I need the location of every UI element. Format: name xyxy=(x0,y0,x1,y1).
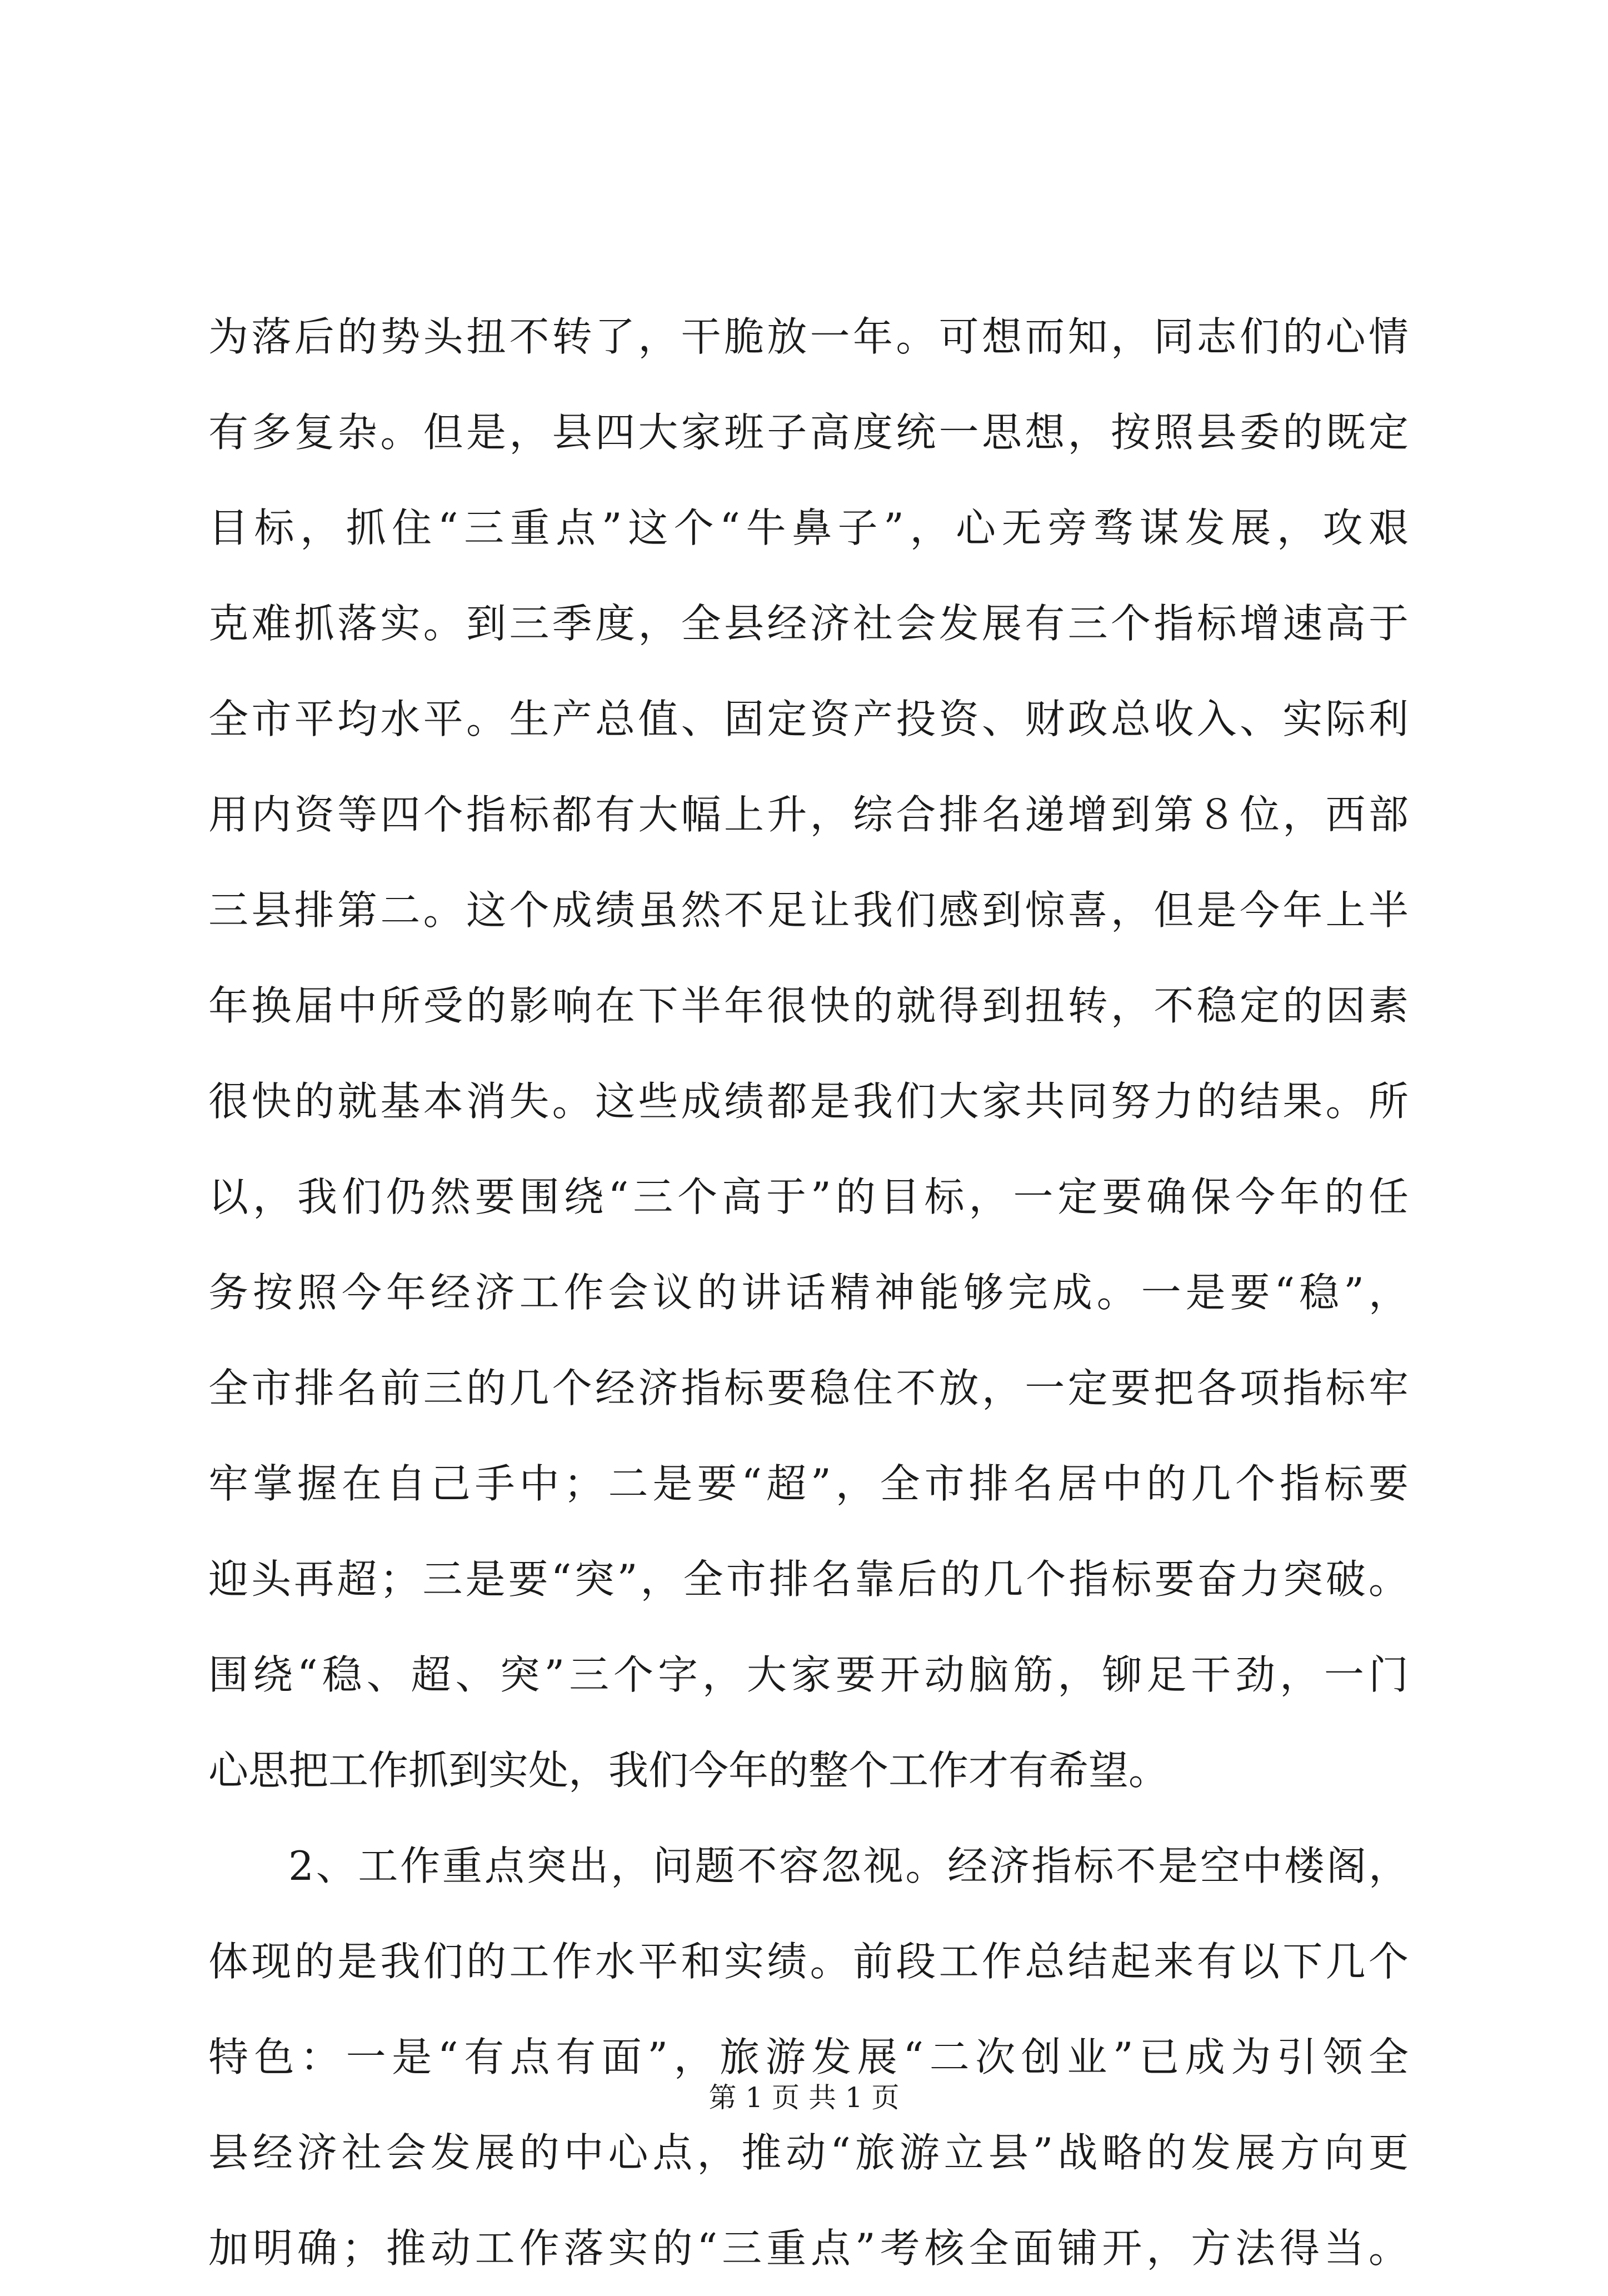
text-line: 县经济社会发展的中心点，推动“旅游立县”战略的发展方向更 xyxy=(208,2129,1409,2176)
text-line: 年换届中所受的影响在下半年很快的就得到扭转，不稳定的因素 xyxy=(208,982,1409,1029)
page-footer: 第 1 页 共 1 页 xyxy=(708,2082,900,2114)
text-line: 目标，抓住“三重点”这个“牛鼻子”，心无旁骛谋发展，攻艰 xyxy=(208,505,1409,551)
text-line: 以，我们仍然要围绕“三个高于”的目标，一定要确保今年的任 xyxy=(208,1174,1409,1220)
text-line: 为落后的势头扭不转了，干脆放一年。可想而知，同志们的心情 xyxy=(208,313,1409,360)
text-line: 体现的是我们的工作水平和实绩。前段工作总结起来有以下几个 xyxy=(208,1938,1409,1985)
text-line: 克难抓落实。到三季度，全县经济社会发展有三个指标增速高于 xyxy=(208,600,1409,647)
text-line: 三县排第二。这个成绩虽然不足让我们感到惊喜，但是今年上半 xyxy=(208,887,1409,934)
text-line: 务按照今年经济工作会议的讲话精神能够完成。一是要“稳”， xyxy=(208,1269,1409,1316)
text-line: 全市平均水平。生产总值、固定资产投资、财政总收入、实际利 xyxy=(208,696,1409,742)
text-line: 心思把工作抓到实处，我们今年的整个工作才有希望。 xyxy=(208,1747,1169,1794)
body-text xyxy=(208,289,1409,2296)
text-line: 有多复杂。但是，县四大家班子高度统一思想，按照县委的既定 xyxy=(208,409,1409,456)
text-line: 全市排名前三的几个经济指标要稳住不放，一定要把各项指标牢 xyxy=(208,1365,1409,1411)
text-line: 迎头再超；三是要“突”，全市排名靠后的几个指标要奋力突破。 xyxy=(208,1556,1409,1603)
text-line: 2、工作重点突出，问题不容忽视。经济指标不是空中楼阁， xyxy=(288,1843,1409,1889)
text-line: 牢掌握在自己手中；二是要“超”，全市排名居中的几个指标要 xyxy=(208,1460,1409,1507)
text-line: 用内资等四个指标都有大幅上升，综合排名递增到第８位，西部 xyxy=(208,791,1409,838)
text-line: 围绕“稳、超、突”三个字，大家要开动脑筋，铆足干劲，一门 xyxy=(208,1651,1409,1698)
text-line: 很快的就基本消失。这些成绩都是我们大家共同努力的结果。所 xyxy=(208,1078,1409,1125)
text-line: 加明确；推动工作落实的“三重点”考核全面铺开，方法得当。 xyxy=(208,2225,1409,2272)
text-line: 特色：一是“有点有面”，旅游发展“二次创业”已成为引领全 xyxy=(208,2034,1409,2080)
